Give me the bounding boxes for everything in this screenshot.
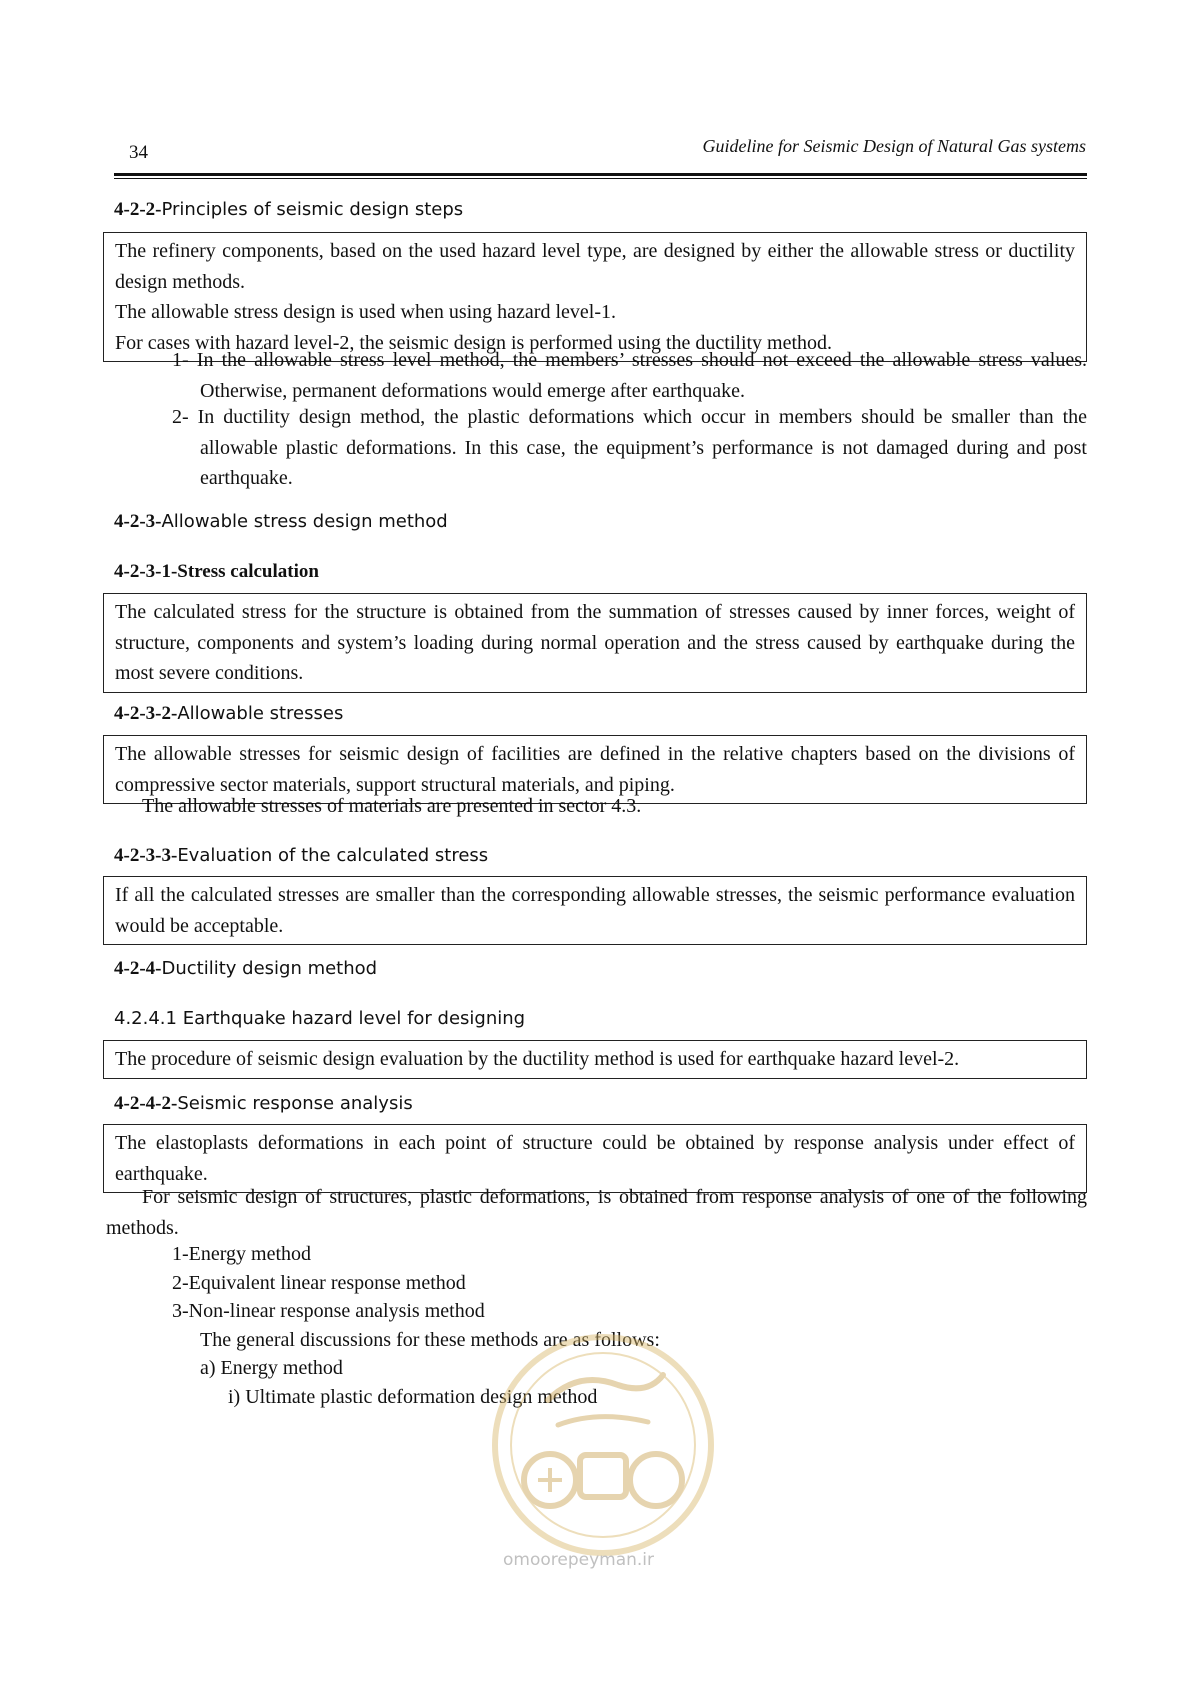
section-heading-4-2-3-1 [114, 561, 319, 583]
paragraph: The allowable stresses of materials are presented in sector 4.3. [142, 795, 642, 817]
watermark-text: omoorepeyman.ir [503, 1550, 655, 1570]
method-item: 1-Energy method [172, 1243, 312, 1265]
box-paragraph: The allowable stresses for seismic design of facilities are defined in the relative chapters based on the divisions of compressive sector materials, support structural materials, and piping. [115, 743, 1075, 796]
method-item: 2-Equivalent linear response method [172, 1272, 466, 1294]
box-paragraph: The refinery components, based on the used hazard level type, are designed by either the allowable stress or ductility design methods. [115, 240, 1075, 293]
section-title: 4-2-3-1-Stress calculation [114, 561, 319, 582]
sub-heading: a) Energy method [200, 1357, 343, 1379]
box-paragraph: The elastoplasts deformations in each point of structure could be obtained by response analysis under effect of earthquake. [115, 1132, 1075, 1185]
boxed-text-4-2-4-1 [103, 1040, 1087, 1079]
section-heading-4-2-3-2 [114, 703, 343, 725]
section-number: 4-2-2- [114, 199, 162, 220]
section-title: Principles of seismic design steps [161, 199, 464, 220]
boxed-text-4-2-2 [103, 232, 1087, 362]
section-title: 4.2.4.1 Earthquake hazard level for designing [114, 1008, 526, 1029]
sub-sub-heading: i) Ultimate plastic deformation design method [228, 1386, 598, 1408]
section-heading-4-2-4 [114, 958, 377, 980]
section-heading-4-2-2 [114, 199, 463, 221]
box-paragraph: The procedure of seismic design evaluation by the ductility method is used for earthquake hazard level-2. [115, 1048, 960, 1070]
section-heading-4-2-4-1 [114, 1008, 525, 1030]
running-head: Guideline for Seismic Design of Natural Gas systems [702, 136, 1086, 156]
box-paragraph: The allowable stress design is used when using hazard level-1. [115, 301, 616, 323]
section-heading-4-2-4-2 [114, 1093, 413, 1115]
box-paragraph: The calculated stress for the structure is obtained from the summation of stresses caused by inner forces, weight of structure, components and system’s loading during normal operation and the stress caused by earthquake during the most severe conditions. [115, 601, 1075, 684]
list-item: 1- In the allowable stress level method, the members’ stresses should not exceed the allowable stress values. Otherwise, permanent deformations would emerge after earthquake. [172, 349, 1087, 402]
section-heading-4-2-3-3 [114, 845, 488, 867]
list-item: 2- In ductility design method, the plastic deformations which occur in members should be smaller than the allowable plastic deformations. In this case, the equipment’s performance is not damaged during and post earthquake. [172, 406, 1087, 489]
watermark-seal-icon [488, 1330, 718, 1560]
boxed-text-4-2-3-3 [103, 876, 1087, 945]
paragraph: For seismic design of structures, plastic deformations, is obtained from response analysis of one of the following methods. [106, 1186, 1087, 1239]
section-number: 4-2-4-2- [114, 1093, 178, 1114]
section-title: Evaluation of the calculated stress [177, 845, 489, 866]
box-paragraph: If all the calculated stresses are smaller than the corresponding allowable stresses, the seismic performance evaluation would be acceptable. [115, 884, 1075, 937]
section-title: Ductility design method [161, 958, 378, 979]
section-title: Allowable stress design method [161, 511, 448, 532]
section-heading-4-2-3 [114, 511, 448, 533]
page-number: 34 [129, 142, 148, 163]
section-number: 4-2-3-2- [114, 703, 178, 724]
section-title: Seismic response analysis [177, 1093, 413, 1114]
paragraph: The general discussions for these methods are as follows: [200, 1329, 660, 1351]
section-number: 4-2-3- [114, 511, 162, 532]
method-item: 3-Non-linear response analysis method [172, 1300, 485, 1322]
section-number: 4-2-3-3- [114, 845, 178, 866]
section-title: Allowable stresses [177, 703, 344, 724]
boxed-text-4-2-3-1 [103, 593, 1087, 693]
header-rule-thick [114, 173, 1087, 176]
section-number: 4-2-4- [114, 958, 162, 979]
box-paragraph: For cases with hazard level-2, the seismic design is performed using the ductility method. [115, 331, 833, 354]
header-rule-thin [114, 178, 1087, 179]
